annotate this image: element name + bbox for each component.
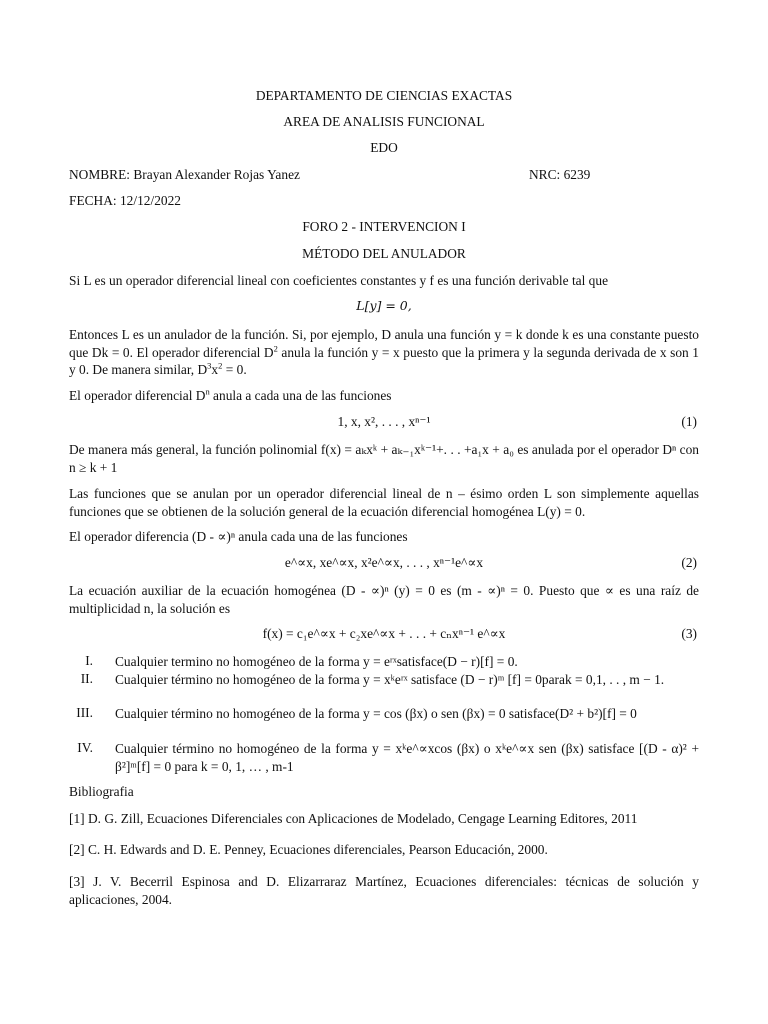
equation-3-number: (3) (681, 626, 697, 641)
nrc-label: NRC: 6239 (529, 167, 591, 182)
paragraph-4: De manera más general, la función polinomial f(x) = aₖxᵏ + aₖ₋₁xᵏ⁻¹+. . . +a₁x + a₀ es anulada por el operador Dⁿ con n ≥ k + 1 (69, 442, 699, 475)
list-item-text: Cualquier termino no homogéneo de la forma y = eʳˣsatisface(D − r)[f] = 0. (115, 654, 518, 669)
list-item-text: Cualquier término no homogéneo de la forma y = cos (βx) o sen (βx) = 0 satisface(D² + b²)[f] = 0 (115, 706, 637, 721)
forum-title: FORO 2 - INTERVENCION I (302, 219, 466, 234)
area-title: AREA DE ANALISIS FUNCIONAL (283, 114, 485, 129)
paragraph-6: El operador diferencia (D - ∝)ⁿ anula cada una de las funciones (69, 529, 408, 544)
equation-2: e^∝x, xe^∝x, x²e^∝x, . . . , xⁿ⁻¹e^∝x (284, 555, 484, 570)
bibliography-heading: Bibliografia (69, 784, 134, 799)
method-title: MÉTODO DEL ANULADOR (302, 246, 466, 261)
list-item-text: Cualquier término no homogéneo de la forma y = xᵏeʳˣ satisface (D − r)ᵐ [f] = 0parak = 0,1, . . , m − 1. (115, 672, 665, 687)
list-item-number: I. (85, 653, 93, 668)
department-title: DEPARTAMENTO DE CIENCIAS EXACTAS (255, 88, 513, 103)
reference-item: [3] J. V. Becerril Espinosa and D. Elizarraraz Martínez, Ecuaciones diferenciales: técnicas de solución y aplicaciones, 2004. (69, 874, 699, 907)
equation-0: L[y] = 0, (356, 298, 412, 313)
paragraph-1: Si L es un operador diferencial lineal con coeficientes constantes y f es una función derivable tal que (69, 273, 609, 288)
list-item-number: III. (76, 705, 93, 720)
paragraph-7: La ecuación auxiliar de la ecuación homogénea (D - ∝)ⁿ (y) = 0 es (m - ∝)ⁿ = 0. Puesto que ∝ es una raíz de multiplicidad n, la solución es (69, 583, 699, 616)
paragraph-3: El operador diferencial $D^n$ anula a cada una de las funciones (69, 386, 392, 403)
equation-1: 1, x, x², . . . , xⁿ⁻¹ (337, 414, 431, 429)
equation-1-number: (1) (681, 414, 697, 429)
reference-item: [2] C. H. Edwards and D. E. Penney, Ecuaciones diferenciales, Pearson Educación, 2000. (69, 842, 548, 857)
list-item-text: Cualquier término no homogéneo de la forma y = xᵏe^∝xcos (βx) o xᵏe^∝x sen (βx) satisface [(D - α)² + β²]ᵐ[f] = 0 para k = 0, 1, … , m-1 (115, 741, 699, 774)
date-label: FECHA: 12/12/2022 (69, 193, 181, 208)
equation-3: f(x) = c₁e^∝x + c₂xe^∝x + . . . + cₙxⁿ⁻¹ e^∝x (262, 626, 506, 641)
list-item-number: II. (80, 671, 93, 686)
list-item-number: IV. (77, 740, 93, 755)
equation-2-number: (2) (681, 555, 697, 570)
student-name: NOMBRE: Brayan Alexander Rojas Yanez (69, 167, 300, 182)
reference-item: [1] D. G. Zill, Ecuaciones Diferenciales con Aplicaciones de Modelado, Cengage Learning Editores, 2011 (69, 811, 638, 826)
course-title: EDO (370, 140, 398, 155)
paragraph-5: Las funciones que se anulan por un operador diferencial lineal de n – ésimo orden L son simplemente aquellas funciones que se obtienen de la solución general de la ecuación diferencial homogénea L(y) = 0. (69, 486, 699, 519)
paragraph-2: Entonces L es un anulador de la función. Si, por ejemplo, D anula una función y = k donde k es una constante puesto que Dk = 0. El operador diferencial $D^2$ anula la función y = x puesto que la primera y la segunda derivada de x son 1 y 0. De manera similar, $D^3x^2 = 0$. (69, 327, 699, 377)
